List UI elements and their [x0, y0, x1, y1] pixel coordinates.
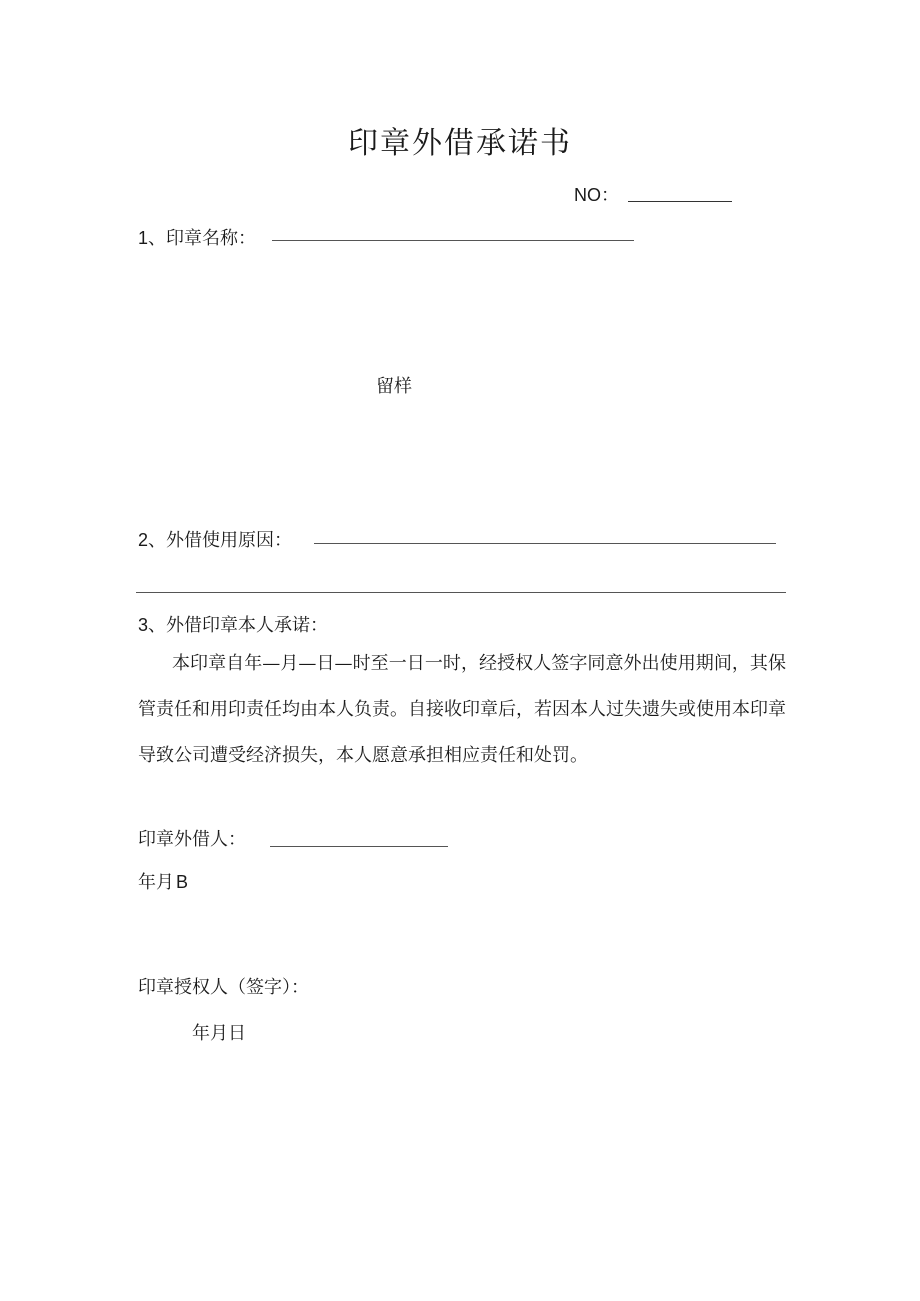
item-2-label: 、外借使用原因：	[148, 530, 293, 551]
item-2-number: 2	[138, 530, 149, 550]
authorizer-label: 印章授权人（签字）：	[138, 977, 309, 998]
item-3-label: 、外借印章本人承诺：	[148, 615, 329, 636]
sample-impression-label: 留样	[376, 376, 412, 397]
serial-number-label: NO：	[574, 185, 619, 205]
reason-blank-line-2[interactable]	[136, 592, 786, 593]
seal-name-blank[interactable]	[272, 240, 634, 241]
borrower-signature-blank[interactable]	[270, 846, 448, 847]
borrower-label: 印章外借人：	[138, 829, 246, 850]
reason-blank-line-1[interactable]	[314, 543, 776, 544]
item-3-promise	[138, 611, 328, 637]
item-2-reason	[138, 526, 292, 552]
authorizer-date: 年月日	[192, 1023, 246, 1044]
item-1-label: 、印章名称：	[148, 228, 257, 249]
document-title: 印章外借承诺书	[348, 126, 572, 161]
promise-paragraph: 本印章自年—月—日—时至一日一时，经授权人签字同意外出使用期间，其保管责任和用印责任均由本人负责。自接收印章后，若因本人过失遗失或使用本印章导致公司遭受经济损失，本人愿意承担相应责任和处罚。	[138, 653, 786, 766]
serial-number-blank[interactable]	[628, 201, 732, 202]
borrower-date	[138, 868, 188, 894]
item-1-number: 1	[138, 228, 149, 248]
item-3-number: 3	[138, 615, 149, 635]
item-1-seal-name	[138, 224, 256, 250]
borrower-date-text: 年月	[138, 872, 174, 893]
borrower-date-suffix: B	[176, 872, 189, 892]
